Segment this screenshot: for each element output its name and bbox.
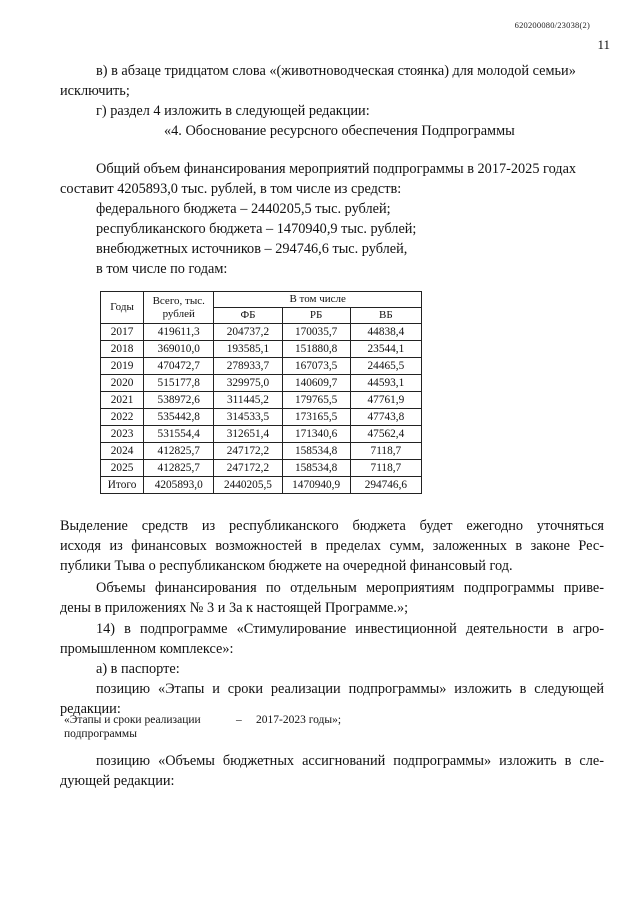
table-cell: 158534,8 bbox=[282, 443, 350, 460]
table-cell: 314533,5 bbox=[214, 409, 282, 426]
table-cell: 515177,8 bbox=[144, 375, 214, 392]
table-cell: Итого bbox=[101, 477, 144, 494]
table-cell: 4205893,0 bbox=[144, 477, 214, 494]
paragraph-line: 14) в подпрограмме «Стимулирование инвестиционной деятельности в агро- bbox=[96, 621, 604, 637]
table-cell: 24465,5 bbox=[350, 358, 421, 375]
table-row bbox=[101, 375, 422, 392]
table-cell: 2023 bbox=[101, 426, 144, 443]
passport-dash: – bbox=[236, 714, 242, 726]
table-cell: 47562,4 bbox=[350, 426, 421, 443]
table-cell: 204737,2 bbox=[214, 324, 282, 341]
table-cell: 278933,7 bbox=[214, 358, 282, 375]
paragraph-line: дены в приложениях № 3 и 3а к настоящей Программе.»; bbox=[60, 600, 409, 616]
page-number: 11 bbox=[597, 37, 610, 52]
table-cell: 2440205,5 bbox=[214, 477, 282, 494]
header-fb: ФБ bbox=[214, 308, 282, 324]
table-cell: 470472,7 bbox=[144, 358, 214, 375]
table-cell: 173165,5 bbox=[282, 409, 350, 426]
table-row bbox=[101, 324, 422, 341]
table-cell: 419611,3 bbox=[144, 324, 214, 341]
paragraph-line: Выделение средств из республиканского бюджета будет ежегодно уточняться bbox=[60, 518, 604, 534]
passport-label: «Этапы и сроки реализации bbox=[64, 714, 201, 726]
passport-label: подпрограммы bbox=[64, 728, 137, 740]
paragraph-line: позицию «Этапы и сроки реализации подпрограммы» изложить в следующей bbox=[96, 681, 604, 697]
table-row bbox=[101, 443, 422, 460]
table-cell: 171340,6 bbox=[282, 426, 350, 443]
table-cell: 170035,7 bbox=[282, 324, 350, 341]
paragraph-line: промышленном комплексе»: bbox=[60, 641, 234, 657]
header-vb: ВБ bbox=[350, 308, 421, 324]
header-total bbox=[144, 292, 214, 324]
table-cell: 2025 bbox=[101, 460, 144, 477]
table-cell: 44838,4 bbox=[350, 324, 421, 341]
table-cell: 247172,2 bbox=[214, 443, 282, 460]
section-heading: «4. Обоснование ресурсного обеспечения Подпрограммы bbox=[164, 123, 515, 139]
paragraph-line: г) раздел 4 изложить в следующей редакции: bbox=[96, 103, 370, 119]
table-row bbox=[101, 426, 422, 443]
paragraph-line: Общий объем финансирования мероприятий подпрограммы в 2017-2025 годах bbox=[96, 161, 577, 177]
table-cell: 1470940,9 bbox=[282, 477, 350, 494]
header-including: В том числе bbox=[214, 292, 422, 308]
table-cell: 7118,7 bbox=[350, 460, 421, 477]
table-cell: 369010,0 bbox=[144, 341, 214, 358]
paragraph-line: позицию «Объемы бюджетных ассигнований подпрограммы» изложить в сле- bbox=[96, 753, 604, 769]
table-cell: 535442,8 bbox=[144, 409, 214, 426]
table-cell: 311445,2 bbox=[214, 392, 282, 409]
paragraph-line: Объемы финансирования по отдельным мероприятиям подпрограммы приве- bbox=[96, 580, 604, 596]
table-cell: 193585,1 bbox=[214, 341, 282, 358]
table-cell: 312651,4 bbox=[214, 426, 282, 443]
table-cell: 247172,2 bbox=[214, 460, 282, 477]
table-cell: 329975,0 bbox=[214, 375, 282, 392]
document-id: 620200080/23038(2) bbox=[514, 20, 590, 30]
table-cell: 158534,8 bbox=[282, 460, 350, 477]
table-cell: 44593,1 bbox=[350, 375, 421, 392]
table-cell: 412825,7 bbox=[144, 460, 214, 477]
paragraph-line: составит 4205893,0 тыс. рублей, в том числе из средств: bbox=[60, 181, 402, 197]
table-cell: 2020 bbox=[101, 375, 144, 392]
table-row bbox=[101, 409, 422, 426]
table-row bbox=[101, 477, 422, 494]
table-cell: 2018 bbox=[101, 341, 144, 358]
header-rb: РБ bbox=[282, 308, 350, 324]
header-total-line: Всего, тыс. bbox=[152, 294, 205, 307]
paragraph-line: дующей редакции: bbox=[60, 773, 175, 789]
table-cell: 179765,5 bbox=[282, 392, 350, 409]
table-row bbox=[101, 358, 422, 375]
table-cell: 23544,1 bbox=[350, 341, 421, 358]
table-cell: 140609,7 bbox=[282, 375, 350, 392]
paragraph-line: в том числе по годам: bbox=[96, 261, 228, 277]
paragraph-line: а) в паспорте: bbox=[96, 661, 180, 677]
paragraph-line: исключить; bbox=[60, 83, 130, 99]
paragraph-line: внебюджетных источников – 294746,6 тыс. рублей, bbox=[96, 241, 408, 257]
header-total-line: рублей bbox=[162, 307, 195, 320]
table-body bbox=[101, 324, 422, 494]
paragraph-line: в) в абзаце тридцатом слова «(животноводческая стоянка) для молодой семьи» bbox=[96, 63, 576, 79]
table-cell: 2017 bbox=[101, 324, 144, 341]
table-cell: 47761,9 bbox=[350, 392, 421, 409]
table-cell: 531554,4 bbox=[144, 426, 214, 443]
table-row bbox=[101, 392, 422, 409]
table-cell: 2024 bbox=[101, 443, 144, 460]
paragraph-line: республиканского бюджета – 1470940,9 тыс. рублей; bbox=[96, 221, 417, 237]
table-cell: 167073,5 bbox=[282, 358, 350, 375]
table-cell: 412825,7 bbox=[144, 443, 214, 460]
paragraph-line: редакции: bbox=[60, 701, 121, 717]
table-cell: 151880,8 bbox=[282, 341, 350, 358]
table-cell: 7118,7 bbox=[350, 443, 421, 460]
table-row bbox=[101, 460, 422, 477]
table-row bbox=[101, 341, 422, 358]
table-cell: 538972,6 bbox=[144, 392, 214, 409]
paragraph-line: исходя из финансовых возможностей в пределах сумм, заложенных в законе Рес- bbox=[60, 538, 604, 554]
table-cell: 294746,6 bbox=[350, 477, 421, 494]
table-cell: 2022 bbox=[101, 409, 144, 426]
header-years: Годы bbox=[101, 292, 144, 324]
table-cell: 2021 bbox=[101, 392, 144, 409]
paragraph-line: публики Тыва о республиканском бюджете на очередной финансовый год. bbox=[60, 558, 513, 574]
passport-value: 2017-2023 годы»; bbox=[256, 714, 342, 726]
table-cell: 47743,8 bbox=[350, 409, 421, 426]
paragraph-line: федерального бюджета – 2440205,5 тыс. рублей; bbox=[96, 201, 391, 217]
table-cell: 2019 bbox=[101, 358, 144, 375]
financing-table bbox=[100, 291, 422, 494]
